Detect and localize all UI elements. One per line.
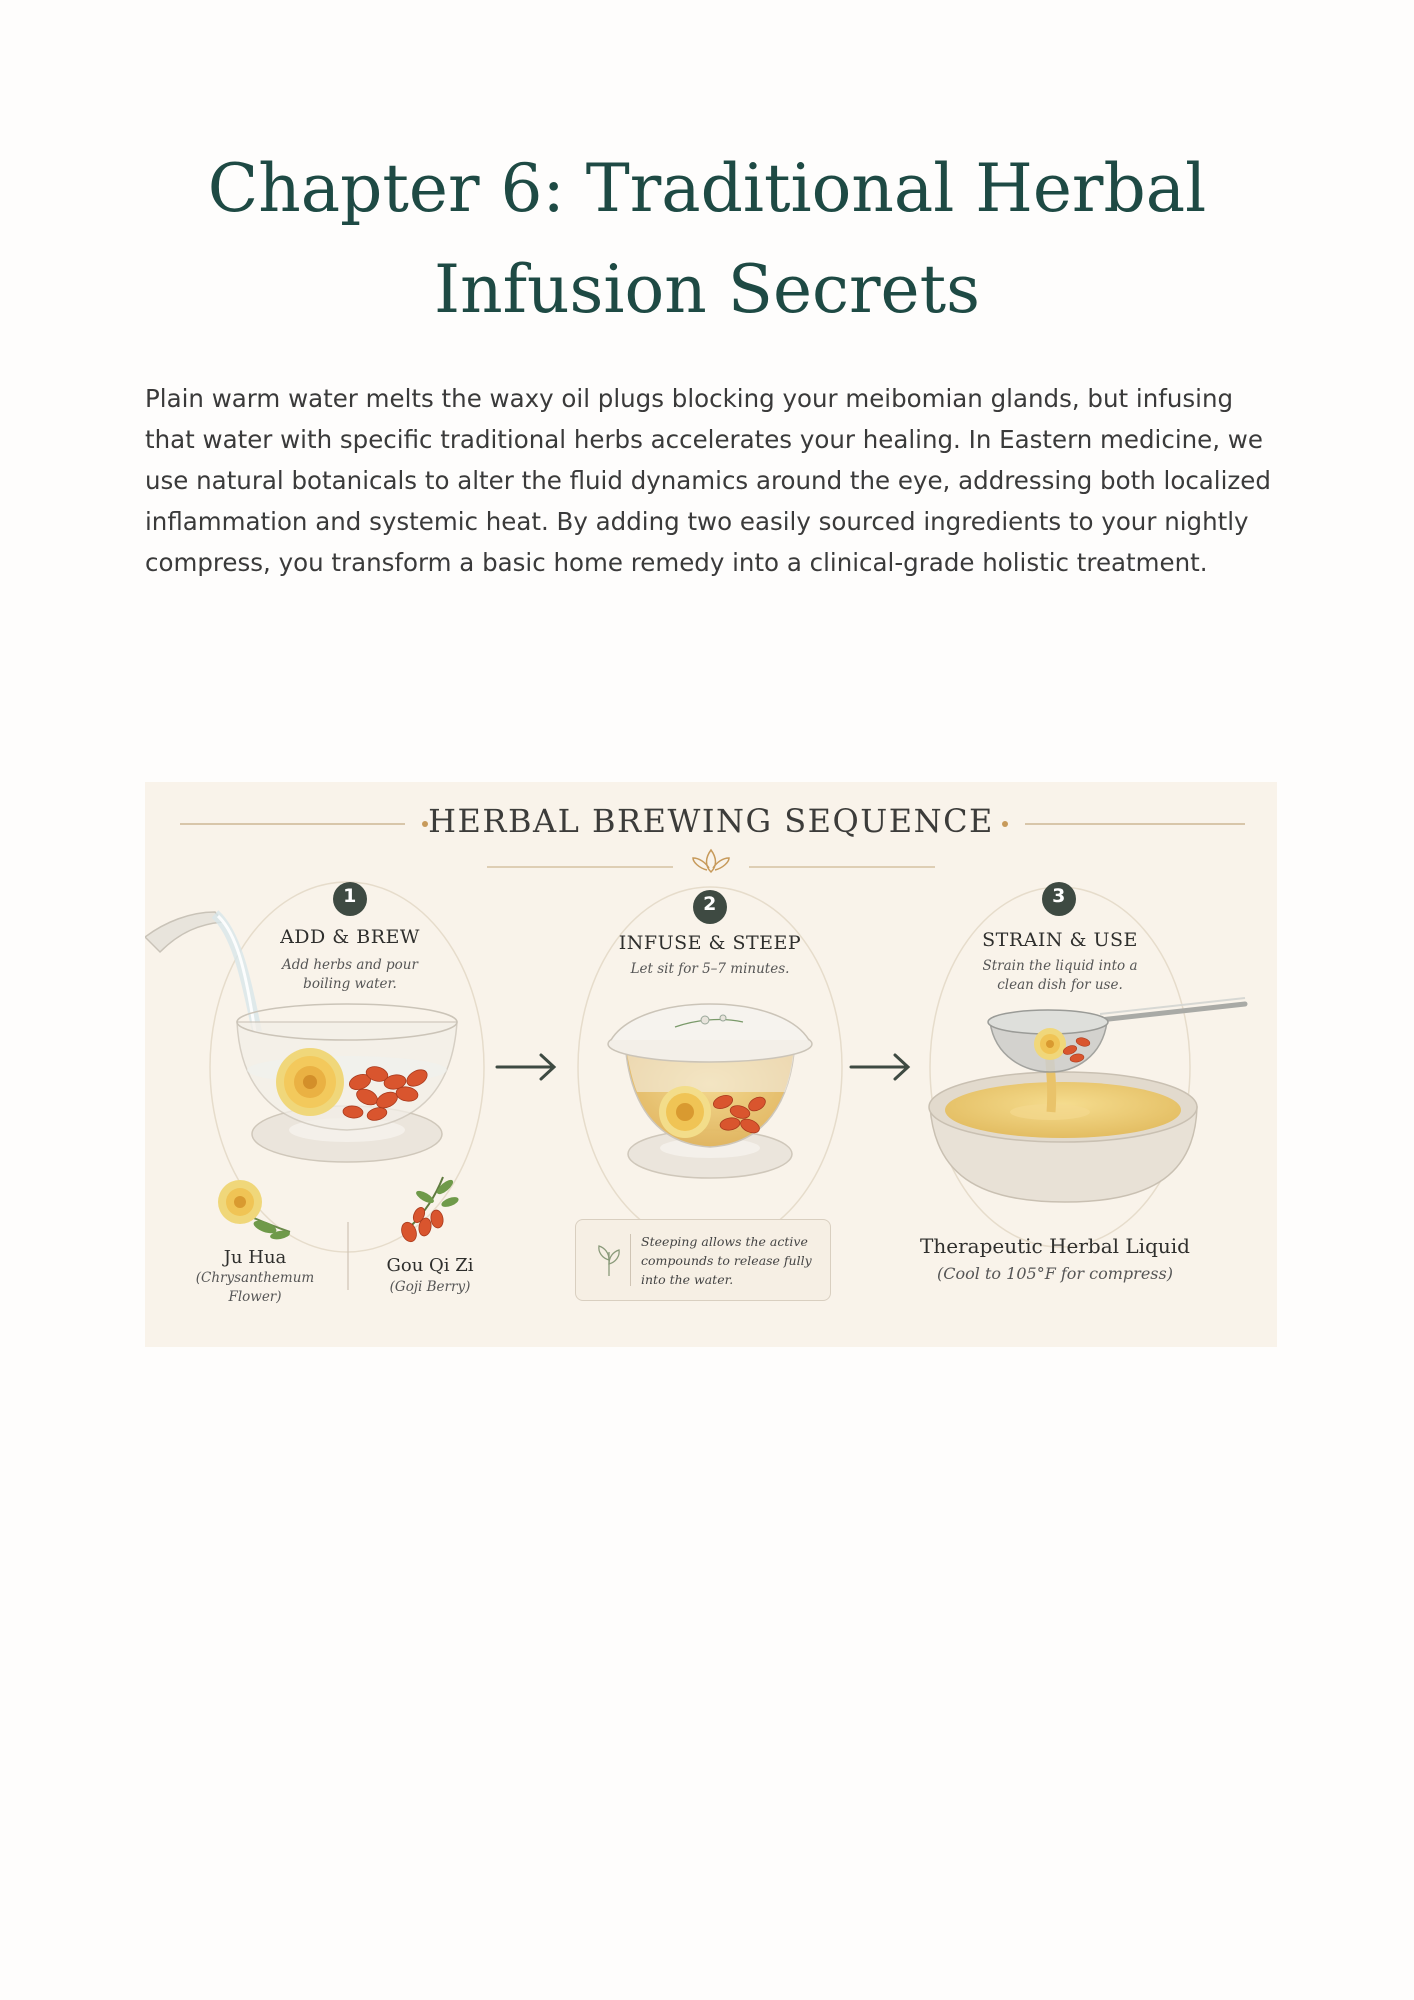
steep-note-text: Steeping allows the active compounds to release fully into the water. (641, 1234, 812, 1287)
step-description-2: Let sit for 5–7 minutes. (630, 961, 790, 977)
intro-paragraph: Plain warm water melts the waxy oil plugs blocking your meibomian glands, but infusing that water with specific traditional herbs accelerates your healing. In Eastern medicine, we use natural botanicals to alter the fluid dynamics around the eye, addressing both localized inflammation and systemic heat. By adding two easily sourced ingredients to your nightly compress, you transform a basic home remedy into a clinical-grade holistic treatment. (145, 384, 1271, 577)
herbal-brewing-infographic (145, 782, 1277, 1347)
step-number-1: 1 (343, 885, 357, 907)
step-number-2: 2 (703, 893, 717, 915)
herb-name-ju-hua: Ju Hua (223, 1247, 287, 1268)
chrysanthemum-icon (276, 1048, 344, 1116)
step-heading-2: INFUSE & STEEP (618, 932, 802, 954)
herb-latin-gou-qi-zi: (Goji Berry) (389, 1279, 471, 1295)
result-subtitle: (Cool to 105°F for compress) (937, 1264, 1173, 1283)
arrow-right-icon (851, 1055, 908, 1079)
lidded-gaiwan-illustration (608, 1004, 812, 1178)
strainer-and-bowl-illustration (929, 998, 1245, 1202)
chrysanthemum-sprig-icon (218, 1180, 291, 1241)
herb-name-gou-qi-zi: Gou Qi Zi (386, 1255, 474, 1276)
step-number-3: 3 (1052, 885, 1066, 907)
steep-note-box (575, 1219, 831, 1301)
page-title: Chapter 6: Traditional Herbal Infusion Secrets (207, 150, 1207, 328)
infographic-title: HERBAL BREWING SEQUENCE (428, 802, 994, 840)
step-description-1: Add herbs and pour boiling water. (282, 957, 418, 992)
herb-latin-ju-hua: (Chrysanthemum Flower) (195, 1270, 315, 1305)
leaf-sprig-icon (594, 1242, 624, 1278)
lotus-ornament-icon (693, 850, 729, 872)
chrysanthemum-icon (1034, 1028, 1066, 1060)
step-heading-3: STRAIN & USE (982, 929, 1138, 951)
glass-cup-with-herbs (237, 1004, 457, 1162)
step-description-3: Strain the liquid into a clean dish for use. (982, 958, 1138, 993)
arrow-right-icon (497, 1055, 554, 1079)
step-heading-1: ADD & BREW (280, 926, 420, 948)
chrysanthemum-icon (659, 1086, 711, 1138)
result-title: Therapeutic Herbal Liquid (920, 1234, 1190, 1258)
